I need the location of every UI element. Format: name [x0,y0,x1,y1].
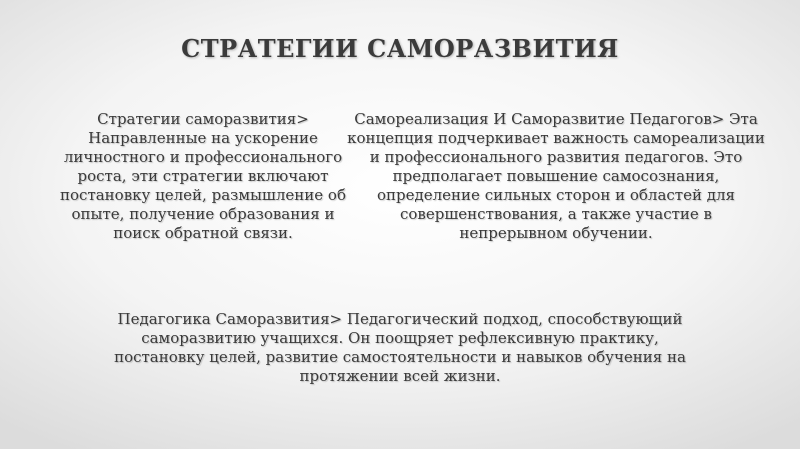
text-block-teacher-self-realization: Самореализация И Саморазвитие Педагогов> Эта концепция подчеркивает важность самореализации и профессионального развития педагогов. Это предполагает повышение самосознания, определение сильных сторон и областей для совершенствования, а также участие в непрерывном обучении. [347,110,765,242]
text-block-self-development-pedagogy: Педагогика Саморазвития> Педагогический подход, способствующий саморазвитию учащихся. Он поощряет рефлексивную практику, постановку целей, развитие самостоятельности и навыков обучения на протяжении всей жизни. [114,310,686,385]
slide-title: СТРАТЕГИИ САМОРАЗВИТИЯ [181,34,619,63]
text-block-self-development-strategies: Стратегии саморазвития> Направленные на ускорение личностного и профессионального роста, эти стратегии включают постановку целей, размышление об опыте, получение образования и поиск обратной связи. [60,110,346,242]
